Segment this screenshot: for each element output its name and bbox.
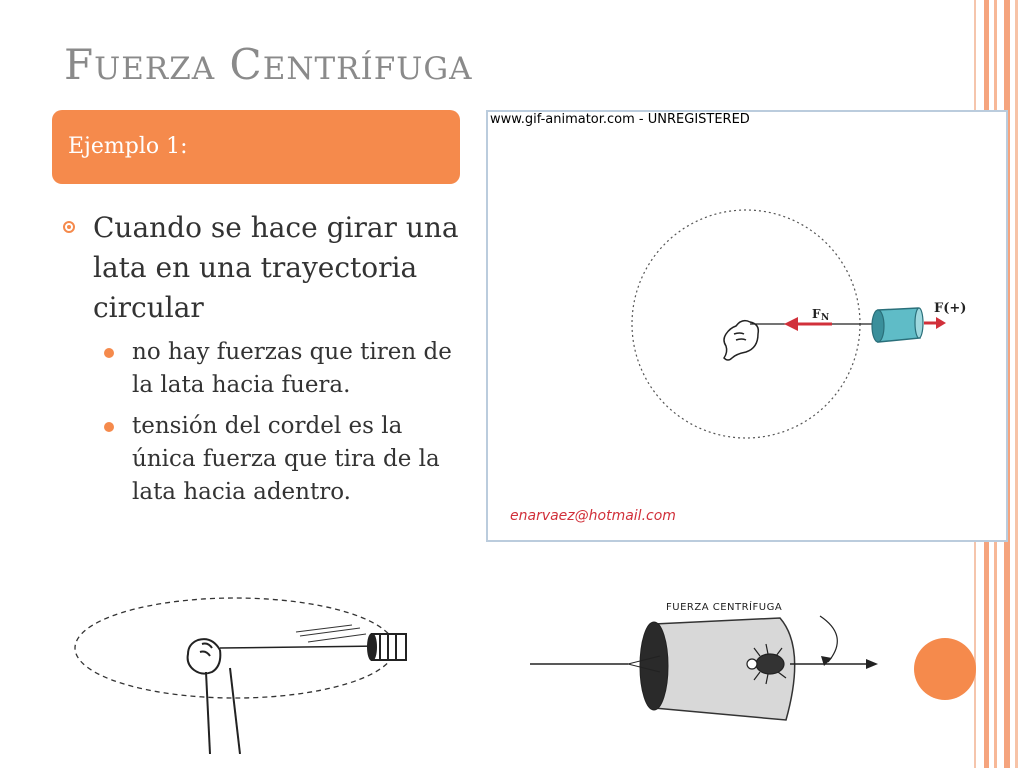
- example-label: Ejemplo 1:: [68, 134, 188, 159]
- force-label: F: [812, 307, 821, 321]
- bullet-circle-icon: [63, 221, 75, 233]
- animation-panel: [486, 110, 1008, 542]
- rotation-diagram: [488, 112, 1006, 540]
- swinging-can-illustration: [70, 584, 430, 754]
- sub-bullet: tensión del cordel es la única fuerza que tira de la lata hacia adentro.: [60, 410, 460, 509]
- main-bullet: Cuando se hace girar una lata en una trayectoria circular: [60, 208, 460, 328]
- cylinder-end: [640, 622, 668, 710]
- centrifugal-cylinder-illustration: [520, 594, 890, 768]
- string-line: [220, 646, 382, 648]
- tension-arrowhead: [784, 317, 798, 331]
- bullet-dot-icon: [104, 348, 114, 358]
- diagram-label: FUERZA CENTRÍFUGA: [666, 602, 783, 613]
- email-text: enarvaez@hotmail.com: [510, 508, 676, 524]
- outward-force-label: F(+): [934, 301, 967, 316]
- can-icon: [872, 308, 923, 342]
- motion-lines: [296, 625, 366, 642]
- bullet-list: [60, 208, 460, 509]
- decorative-circle: [914, 638, 976, 700]
- force-subscript: N: [821, 313, 830, 323]
- example-banner: [52, 110, 460, 184]
- can-icon: [368, 634, 406, 660]
- outward-arrowhead: [936, 317, 946, 329]
- axis-arrowhead: [866, 659, 878, 669]
- sub-bullet: no hay fuerzas que tiren de la lata hacia fuera.: [60, 336, 460, 402]
- page-title: FUERZA CENTRÍFUGA: [64, 40, 473, 89]
- bullet-dot-icon: [104, 422, 114, 432]
- hand-icon: [724, 321, 758, 360]
- watermark-text: www.gif-animator.com - UNREGISTERED: [490, 112, 750, 127]
- rotation-arrow: [820, 616, 837, 662]
- arm-icon: [188, 639, 240, 754]
